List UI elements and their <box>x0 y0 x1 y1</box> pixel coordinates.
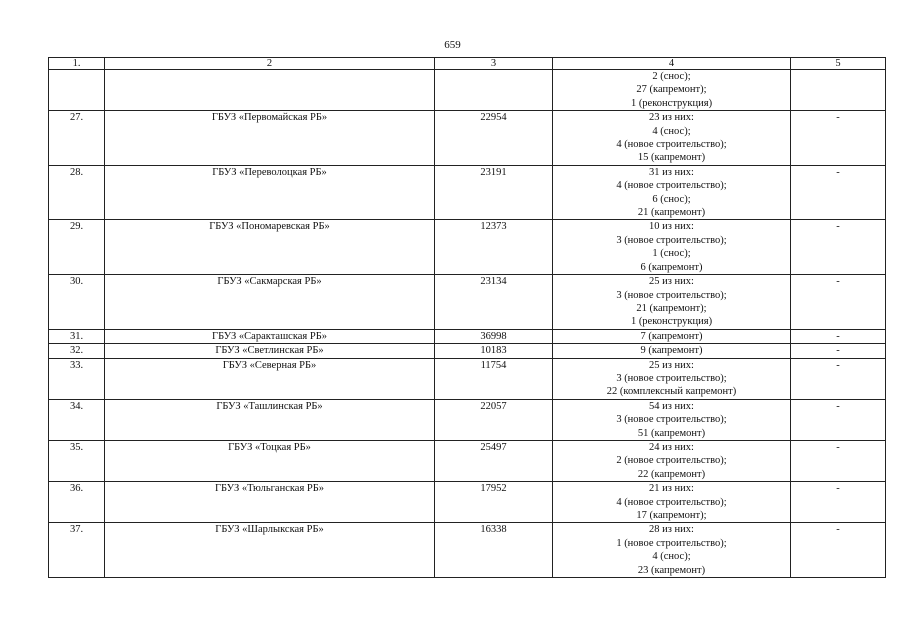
institution-name <box>105 70 435 111</box>
institution-name: ГБУЗ «Саракташская РБ» <box>105 329 435 343</box>
institution-name: ГБУЗ «Первомайская РБ» <box>105 111 435 166</box>
row-value: 36998 <box>435 329 553 343</box>
institution-name: ГБУЗ «Ташлинская РБ» <box>105 399 435 440</box>
row-value: 23134 <box>435 275 553 330</box>
row-col5: - <box>791 482 886 523</box>
detail-line: 3 (новое строительство); <box>616 414 727 426</box>
detail-line: 17 (капремонт); <box>636 510 707 521</box>
institution-name: ГБУЗ «Тюльганская РБ» <box>105 482 435 523</box>
detail-line: 23 из них: <box>649 112 694 124</box>
row-value: 12373 <box>435 220 553 275</box>
detail-line: 1 (реконструкция) <box>630 316 713 328</box>
row-details <box>553 329 791 343</box>
detail-line: 27 (капремонт); <box>636 84 707 96</box>
detail-line: 4 (снос); <box>652 551 691 563</box>
row-number: 37. <box>49 523 105 578</box>
detail-line: 23 (капремонт) <box>637 564 706 576</box>
row-details <box>553 440 791 481</box>
detail-line: 31 из них: <box>649 166 694 178</box>
row-col5: - <box>791 523 886 578</box>
detail-line: 28 из них: <box>649 524 694 536</box>
row-col5: - <box>791 220 886 275</box>
row-number: 30. <box>49 275 105 330</box>
row-number: 32. <box>49 344 105 358</box>
row-details <box>553 399 791 440</box>
header-col-1: 1. <box>49 58 105 70</box>
detail-line: 25 из них: <box>649 276 694 288</box>
row-details <box>553 220 791 275</box>
row-value: 22954 <box>435 111 553 166</box>
table-row <box>49 399 886 440</box>
institution-name: ГБУЗ «Северная РБ» <box>105 358 435 399</box>
table-row <box>49 344 886 358</box>
table-body <box>49 58 886 578</box>
institution-name: ГБУЗ «Переволоцкая РБ» <box>105 165 435 220</box>
detail-line: 3 (новое строительство); <box>616 289 727 301</box>
detail-line: 9 (капремонт) <box>640 345 703 357</box>
row-details <box>553 344 791 358</box>
detail-line: 6 (снос); <box>652 193 691 205</box>
row-col5: - <box>791 440 886 481</box>
row-value: 25497 <box>435 440 553 481</box>
row-col5: - <box>791 344 886 358</box>
table-row <box>49 358 886 399</box>
row-value: 17952 <box>435 482 553 523</box>
row-col5 <box>791 70 886 111</box>
row-col5: - <box>791 399 886 440</box>
detail-line: 2 (новое строительство); <box>616 455 727 467</box>
detail-line: 1 (снос); <box>652 248 691 260</box>
detail-line: 6 (капремонт) <box>640 261 703 273</box>
row-details <box>553 358 791 399</box>
row-number: 27. <box>49 111 105 166</box>
row-number <box>49 70 105 111</box>
detail-line: 4 (новое строительство); <box>616 139 727 151</box>
detail-line: 25 из них: <box>649 359 694 371</box>
row-details <box>553 523 791 578</box>
row-value: 23191 <box>435 165 553 220</box>
row-number: 31. <box>49 329 105 343</box>
table-row <box>49 70 886 111</box>
detail-line: 54 из них: <box>649 400 694 412</box>
table-row <box>49 482 886 523</box>
row-value: 16338 <box>435 523 553 578</box>
detail-line: 4 (новое строительство); <box>616 496 727 508</box>
table-row <box>49 440 886 481</box>
detail-line: 24 из них: <box>649 441 694 453</box>
row-details <box>553 482 791 523</box>
institution-name: ГБУЗ «Пономаревская РБ» <box>105 220 435 275</box>
detail-line: 4 (новое строительство); <box>616 180 727 192</box>
row-value: 10183 <box>435 344 553 358</box>
row-col5: - <box>791 329 886 343</box>
table-row <box>49 165 886 220</box>
row-number: 29. <box>49 220 105 275</box>
row-col5: - <box>791 111 886 166</box>
detail-line: 21 (капремонт) <box>637 207 706 219</box>
table-row <box>49 329 886 343</box>
row-number: 34. <box>49 399 105 440</box>
detail-line: 51 (капремонт) <box>637 427 706 439</box>
header-col-2: 2 <box>105 58 435 70</box>
row-details <box>553 111 791 166</box>
detail-line: 1 (новое строительство); <box>616 537 727 549</box>
institution-name: ГБУЗ «Тоцкая РБ» <box>105 440 435 481</box>
row-col5: - <box>791 165 886 220</box>
header-col-4: 4 <box>553 58 791 70</box>
detail-line: 3 (новое строительство); <box>616 372 727 384</box>
detail-line: 7 (капремонт) <box>640 330 703 342</box>
row-value: 11754 <box>435 358 553 399</box>
table-row <box>49 523 886 578</box>
table-header-row <box>49 58 886 70</box>
table-row <box>49 275 886 330</box>
row-number: 35. <box>49 440 105 481</box>
row-number: 33. <box>49 358 105 399</box>
detail-line: 3 (новое строительство); <box>616 234 727 246</box>
detail-line: 1 (реконструкция) <box>630 97 713 109</box>
header-col-3: 3 <box>435 58 553 70</box>
row-col5: - <box>791 275 886 330</box>
table-row <box>49 220 886 275</box>
row-number: 28. <box>49 165 105 220</box>
detail-line: 21 (капремонт); <box>636 302 707 314</box>
detail-line: 21 из них: <box>649 483 694 495</box>
detail-line: 22 (капремонт) <box>637 468 706 480</box>
row-details <box>553 70 791 111</box>
row-details <box>553 165 791 220</box>
institution-name: ГБУЗ «Сакмарская РБ» <box>105 275 435 330</box>
table-row <box>49 111 886 166</box>
row-details <box>553 275 791 330</box>
header-col-5: 5 <box>791 58 886 70</box>
detail-line: 22 (комплексный капремонт) <box>606 386 737 398</box>
detail-line: 2 (снос); <box>652 71 691 82</box>
row-value: 22057 <box>435 399 553 440</box>
row-number: 36. <box>49 482 105 523</box>
institution-name: ГБУЗ «Светлинская РБ» <box>105 344 435 358</box>
document-table <box>48 57 886 578</box>
institution-name: ГБУЗ «Шарлыкская РБ» <box>105 523 435 578</box>
detail-line: 15 (капремонт) <box>637 152 706 164</box>
row-col5: - <box>791 358 886 399</box>
detail-line: 4 (снос); <box>652 125 691 137</box>
row-value <box>435 70 553 111</box>
detail-line: 10 из них: <box>649 221 694 233</box>
page-number: 659 <box>444 39 461 51</box>
